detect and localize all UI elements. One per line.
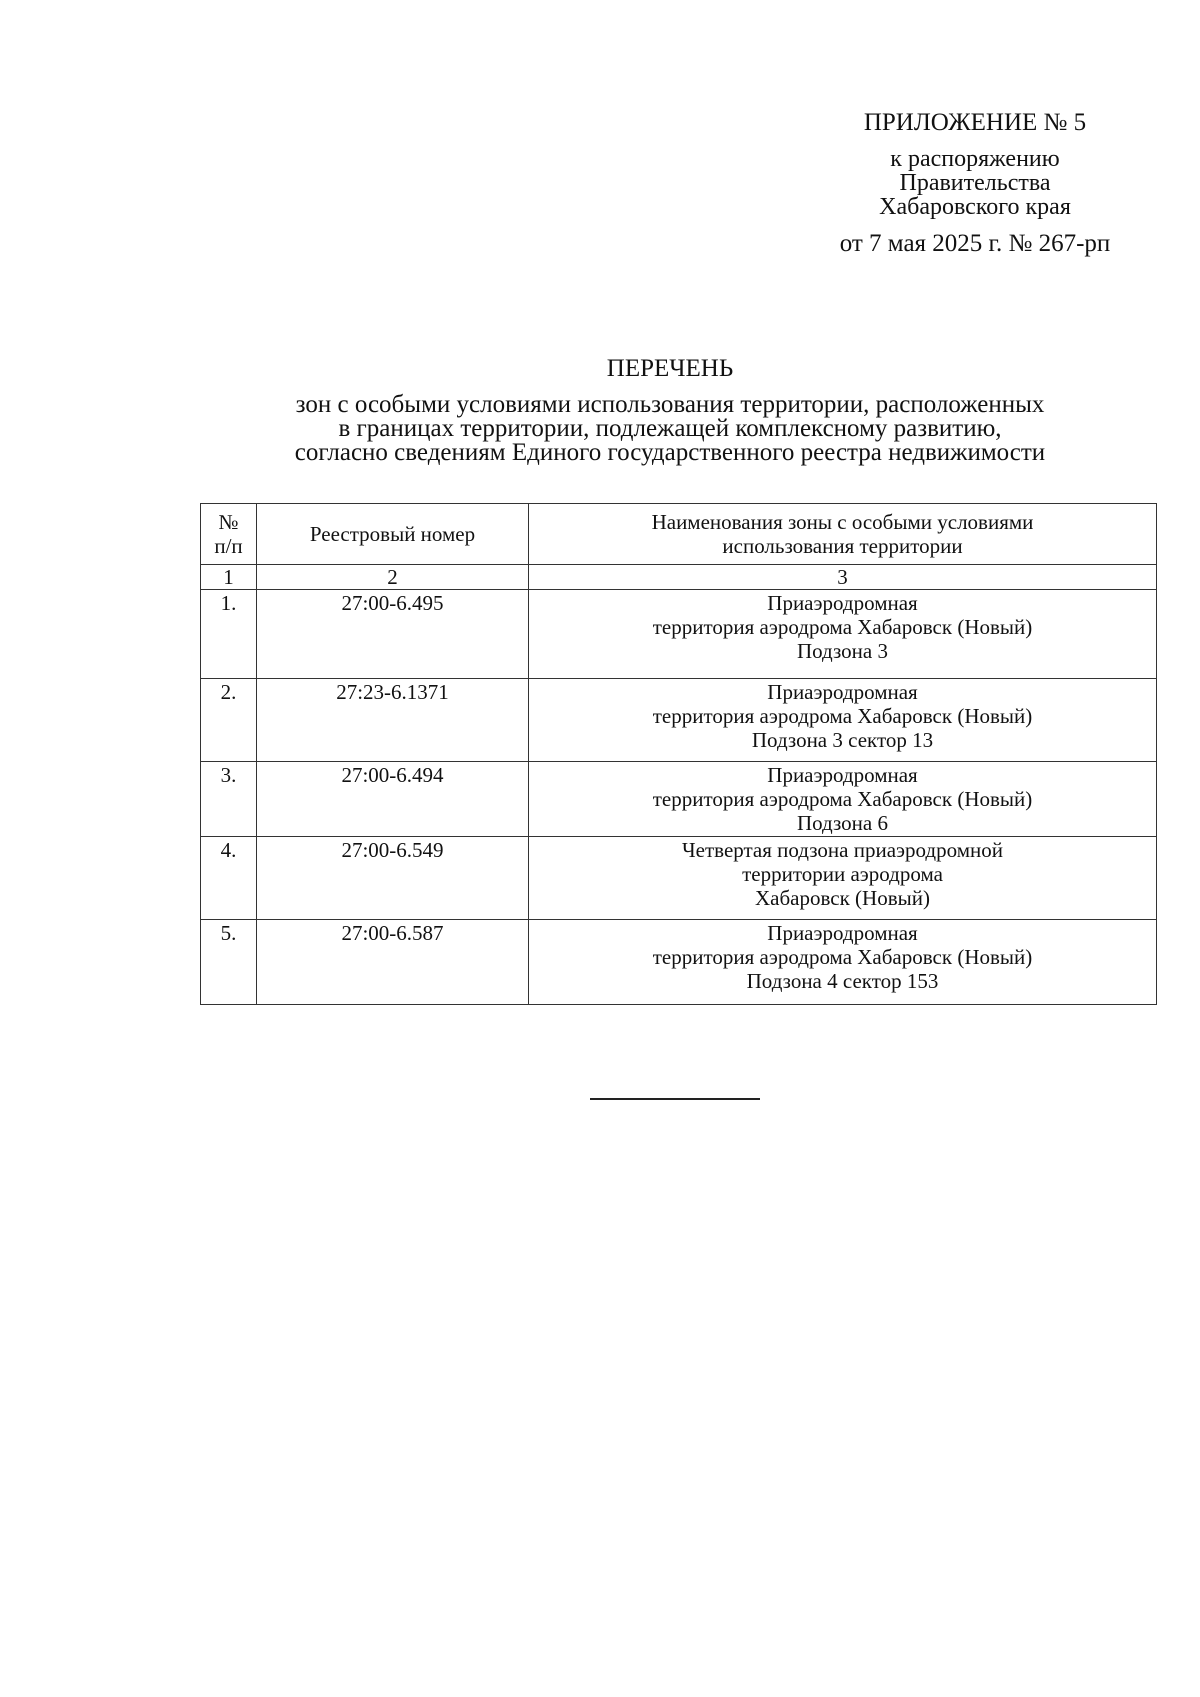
zone-name-line: Приаэродромная [767,763,918,787]
registry-number: 27:00-6.495 [257,590,529,679]
document-subtitle-line: в границах территории, подлежащей комплексному развитию, [338,415,1002,442]
column-number: 1 [201,565,257,590]
end-divider [590,1098,760,1100]
zone-name [529,920,1157,1005]
document-subtitle-line: согласно сведениям Единого государственного реестра недвижимости [294,439,1046,466]
table-row [201,837,1157,920]
row-number: 2. [201,679,257,762]
zone-name-line: Приаэродромная [767,921,918,945]
zones-table [200,503,1157,1005]
appendix-date: от 7 мая 2025 г. № 267-рп [839,230,1111,257]
row-number: 4. [201,837,257,920]
zone-name-line: территория аэродрома Хабаровск (Новый) [652,787,1033,811]
header-zone-name [529,504,1157,565]
column-number: 2 [257,565,529,590]
document-heading: ПЕРЕЧЕНЬ [606,355,734,382]
zone-name-line: Приаэродромная [767,680,918,704]
column-number-row [201,565,1157,590]
zone-name-line: территория аэродрома Хабаровск (Новый) [652,704,1033,728]
zone-name-line: Хабаровск (Новый) [755,886,930,910]
row-number: 1. [201,590,257,679]
header-registry: Реестровый номер [257,504,529,565]
zone-name-line: Приаэродромная [767,591,918,615]
row-number: 5. [201,920,257,1005]
header-zone-name-line: использования территории [722,534,963,558]
row-number: 3. [201,762,257,837]
zone-name-line: Подзона 4 сектор 153 [746,969,939,993]
table-row [201,762,1157,837]
zone-name-line: Подзона 3 [797,639,888,663]
registry-number: 27:00-6.587 [257,920,529,1005]
zone-name [529,762,1157,837]
table-row [201,590,1157,679]
registry-number: 27:00-6.549 [257,837,529,920]
registry-number: 27:00-6.494 [257,762,529,837]
document-title-block [200,355,1140,465]
appendix-line-1: к распоряжению [890,146,1060,172]
table-row [201,920,1157,1005]
header-number-line: № [218,510,239,534]
header-number-line: п/п [214,534,243,558]
registry-number: 27:23-6.1371 [257,679,529,762]
table-row [201,679,1157,762]
header-zone-name-line: Наименования зоны с особыми условиями [651,510,1034,534]
column-number: 3 [529,565,1157,590]
zone-name-line: Подзона 6 [797,811,888,835]
zone-name-line: территории аэродрома [742,862,943,886]
appendix-title: ПРИЛОЖЕНИЕ № 5 [863,109,1087,136]
table-header-row [201,504,1157,565]
appendix-line-2: Правительства [899,170,1051,196]
zone-name-line: территория аэродрома Хабаровск (Новый) [652,615,1033,639]
zone-name [529,679,1157,762]
appendix-line-3: Хабаровского края [879,194,1071,220]
zone-name-line: Четвертая подзона приаэродромной [682,838,1003,862]
document-subtitle-line: зон с особыми условиями использования территории, расположенных [295,391,1045,418]
zone-name-line: территория аэродрома Хабаровск (Новый) [652,945,1033,969]
header-number [201,504,257,565]
zone-name-line: Подзона 3 сектор 13 [751,728,934,752]
zone-name [529,590,1157,679]
zone-name [529,837,1157,920]
appendix-block [820,110,1130,256]
